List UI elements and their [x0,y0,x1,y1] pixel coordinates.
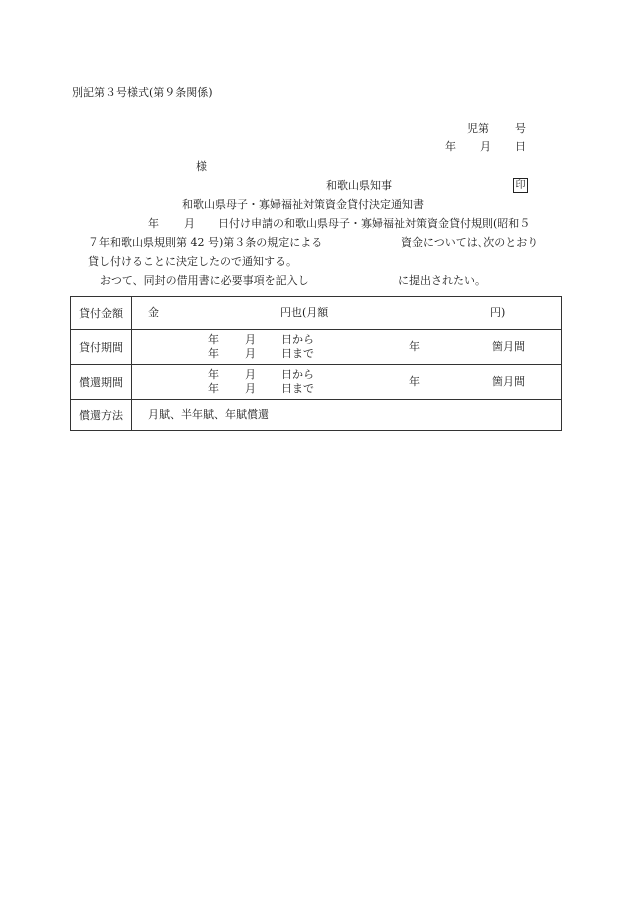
seal-mark: 印 [513,178,528,193]
form-label: 別記第３号様式(第９条関係) [72,86,213,99]
loan-amount-label: 貸付金額 [71,297,132,330]
loan-period-cell: 年 月 日から 年 月 日まで 年 箇月間 [132,330,562,365]
table-row [71,297,562,330]
repayment-period-label: 償還期間 [71,365,132,400]
document-title: 和歌山県母子・寡婦福祉対策資金貸付決定通知書 [182,198,424,211]
addressee-honorific: 様 [196,160,207,173]
table-row [71,400,562,431]
repayment-method-label: 償還方法 [71,400,132,431]
repayment-method-cell: 月賦、半年賦、年賦償還 [132,400,562,431]
issuer-name: 和歌山県知事 [326,179,392,192]
repayment-period-cell: 年 月 日から 年 月 日まで 年 箇月間 [132,365,562,400]
table-row [71,365,562,400]
loan-period-label: 貸付期間 [71,330,132,365]
loan-details-table [70,296,562,431]
table-row [71,330,562,365]
loan-amount-cell: 金 円也(月額 円) [132,297,562,330]
